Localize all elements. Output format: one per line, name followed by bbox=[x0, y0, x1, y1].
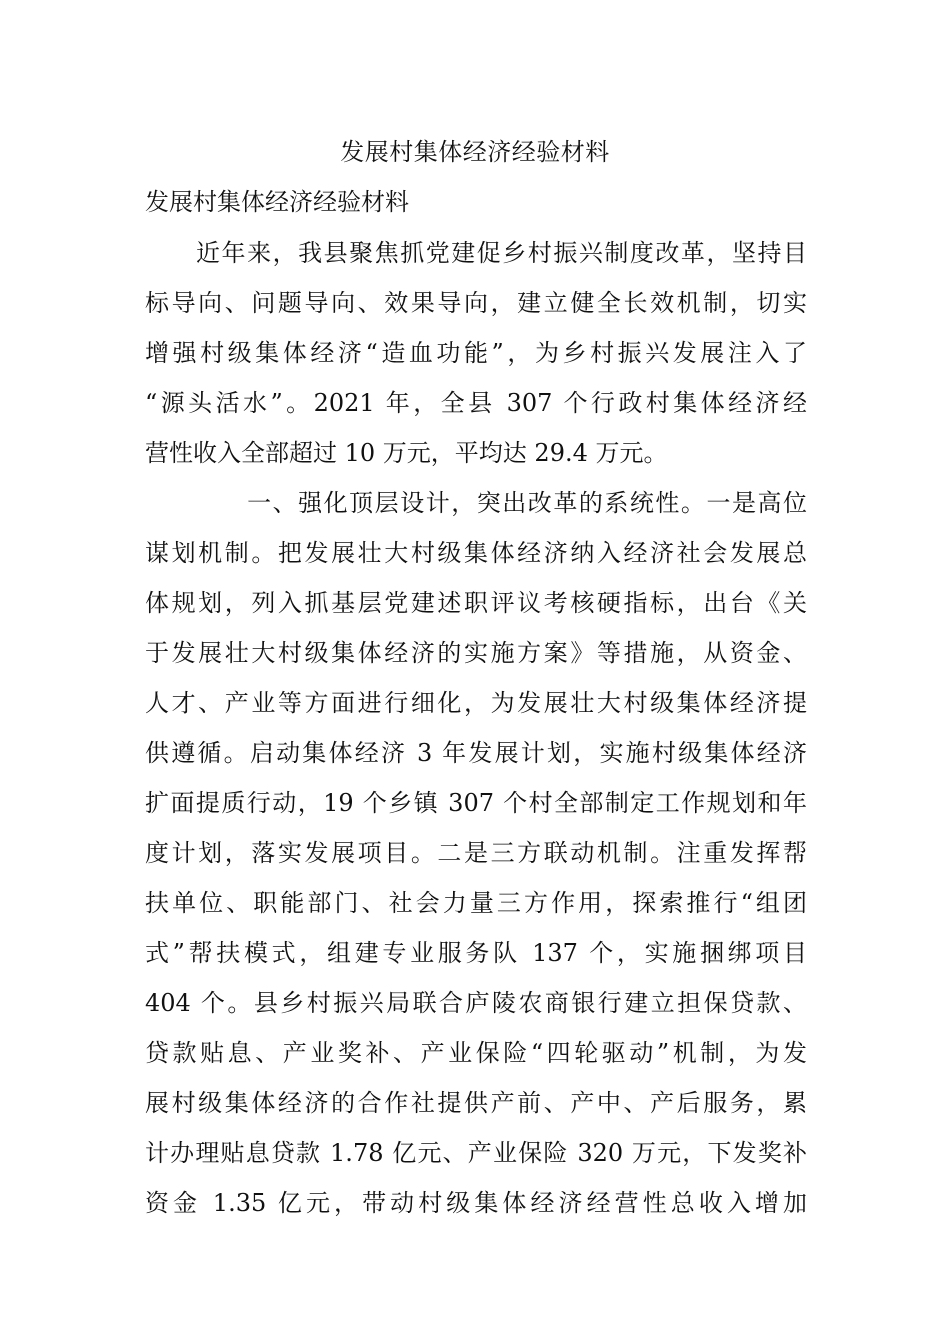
body-line: 体规划，列入抓基层党建述职评议考核硬指标，出台《关 bbox=[145, 589, 807, 617]
body-line: 一、强化顶层设计，突出改革的系统性。一是高位 bbox=[145, 489, 807, 517]
body-line: 扶单位、职能部门、社会力量三方作用，探索推行“组团 bbox=[145, 889, 807, 917]
body-line: 供遵循。启动集体经济 3 年发展计划，实施村级集体经济 bbox=[145, 739, 807, 767]
body-line: 谋划机制。把发展壮大村级集体经济纳入经济社会发展总 bbox=[145, 539, 807, 567]
body-line: 式”帮扶模式，组建专业服务队 137 个，实施捆绑项目 bbox=[145, 939, 807, 967]
body-line: 404 个。县乡村振兴局联合庐陵农商银行建立担保贷款、 bbox=[145, 989, 807, 1017]
body-line: 于发展壮大村级集体经济的实施方案》等措施，从资金、 bbox=[145, 639, 807, 667]
body-line: 营性收入全部超过 10 万元，平均达 29.4 万元。 bbox=[145, 439, 668, 467]
body-line: 展村级集体经济的合作社提供产前、产中、产后服务，累 bbox=[145, 1089, 807, 1117]
page-title: 发展村集体经济经验材料 bbox=[340, 138, 610, 166]
body-line: 度计划，落实发展项目。二是三方联动机制。注重发挥帮 bbox=[145, 839, 807, 867]
body-line: 扩面提质行动，19 个乡镇 307 个村全部制定工作规划和年 bbox=[145, 789, 807, 817]
body-line: 资金 1.35 亿元，带动村级集体经济经营性总收入增加 bbox=[145, 1189, 807, 1217]
body-line: 人才、产业等方面进行细化，为发展壮大村级集体经济提 bbox=[145, 689, 807, 717]
document-subtitle: 发展村集体经济经验材料 bbox=[145, 188, 409, 216]
body-line: 增强村级集体经济“造血功能”，为乡村振兴发展注入了 bbox=[145, 339, 807, 367]
body-text bbox=[145, 228, 807, 1228]
body-line: 近年来，我县聚焦抓党建促乡村振兴制度改革，坚持目 bbox=[145, 239, 807, 267]
body-line: 标导向、问题导向、效果导向，建立健全长效机制，切实 bbox=[145, 289, 807, 317]
body-line: “源头活水”。2021 年，全县 307 个行政村集体经济经 bbox=[145, 389, 807, 417]
body-line: 贷款贴息、产业奖补、产业保险“四轮驱动”机制，为发 bbox=[145, 1039, 807, 1067]
body-line: 计办理贴息贷款 1.78 亿元、产业保险 320 万元，下发奖补 bbox=[145, 1139, 807, 1167]
